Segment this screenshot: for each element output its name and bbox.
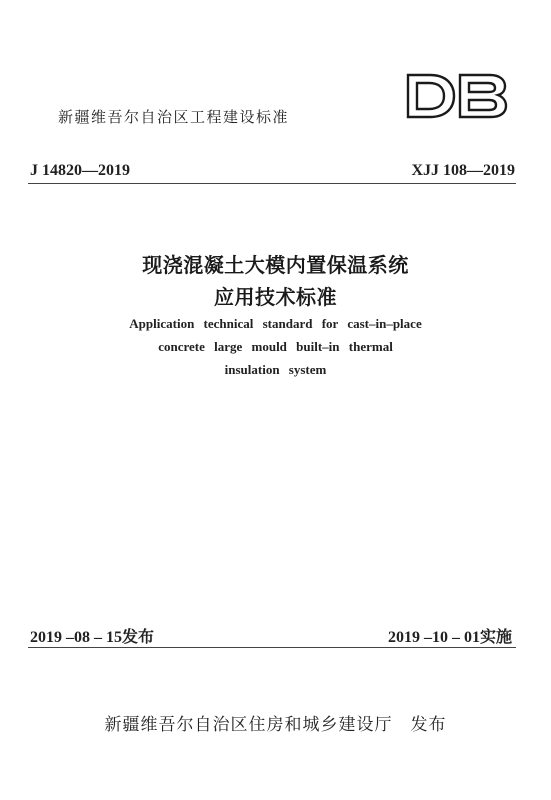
effective-date: 2019 –10 – 01实施 [387, 629, 512, 646]
title-en-line2: concrete large mould built–in thermal [158, 339, 393, 354]
bottom-divider [28, 647, 516, 648]
standard-series-label: 新疆维吾尔自治区工程建设标准 [58, 108, 290, 126]
issue-date: 2019 –08 – 15发布 [30, 629, 155, 646]
standard-number: XJJ 108—2019 [411, 162, 515, 179]
title-en-line1: Application technical standard for cast–in–place [129, 316, 422, 331]
db-logo [404, 72, 508, 120]
top-divider [28, 183, 516, 184]
title-cn-line1: 现浇混凝土大模内置保温系统 [142, 253, 409, 277]
publisher: 新疆维吾尔自治区住房和城乡建设厅 发布 [104, 715, 447, 735]
date-row [30, 624, 512, 647]
title-en-line3: insulation system [224, 362, 327, 377]
record-number: J 14820—2019 [30, 162, 130, 179]
title-cn-line2: 应用技术标准 [214, 285, 337, 309]
standard-codes [30, 162, 515, 180]
